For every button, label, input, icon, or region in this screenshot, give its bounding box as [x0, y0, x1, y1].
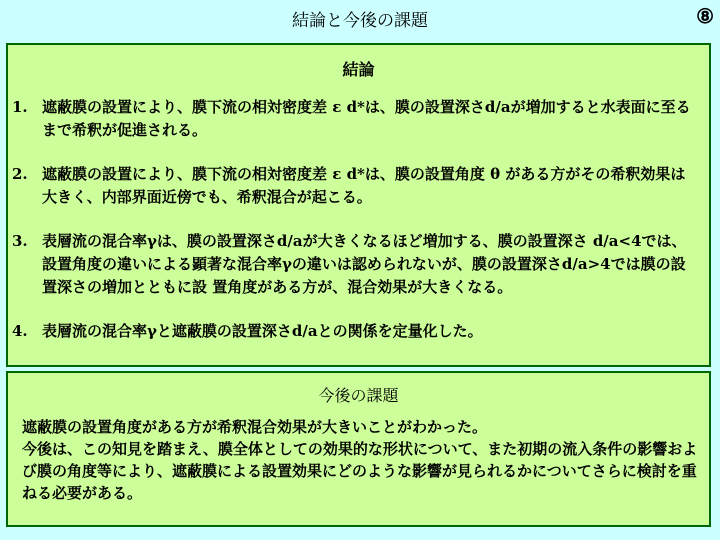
- slide-number: ⑧: [696, 4, 714, 28]
- slide-title: 結論と今後の課題: [292, 11, 428, 31]
- conclusion-text: 表層流の混合率γと遮蔽膜の設置深さd/aとの関係を定量化した。: [42, 322, 483, 340]
- conclusions-panel: [6, 43, 711, 367]
- future-work-heading: 今後の課題: [318, 386, 399, 405]
- conclusion-number: 2.: [12, 165, 28, 183]
- conclusion-number: 1.: [12, 98, 28, 116]
- future-work-paragraph: 遮蔽膜の設置角度がある方が希釈混合効果が大きいことがわかった。: [22, 418, 488, 436]
- conclusion-text: 遮蔽膜の設置により、膜下流の相対密度差 ε d*は、膜の設置角度 θ がある方がその希釈効果は大きく、内部界面近傍でも、希釈混合が起こる。: [42, 165, 686, 206]
- conclusion-item: [8, 230, 709, 299]
- conclusion-number: 3.: [12, 232, 28, 250]
- conclusion-number: 4.: [12, 322, 28, 340]
- conclusion-text: 表層流の混合率γは、膜の設置深さd/aが大きくなるほど増加する、膜の設置深さ d/a<4では、設置角度の違いによる顕著な混合率γの違いは認められないが、膜の設置深さd/a>4では膜の設置深さの増加とともに設 置角度がある方が、混合効果が大きくなる。: [42, 232, 687, 296]
- conclusion-text: 遮蔽膜の設置により、膜下流の相対密度差 ε d*は、膜の設置深さd/aが増加すると水表面に至るまで希釈が促進される。: [42, 98, 691, 139]
- future-work-paragraph: 今後は、この知見を踏まえ、膜全体としての効果的な形状について、また初期の流入条件の影響および膜の角度等により、遮蔽膜による設置効果にどのような影響が見られるかについてさらに検討を重ねる必要がある。: [22, 440, 698, 502]
- conclusion-item: [8, 320, 709, 343]
- conclusion-item: [8, 163, 709, 209]
- conclusion-item: [8, 96, 709, 142]
- conclusions-heading: 結論: [342, 60, 375, 79]
- future-work-panel: [6, 371, 711, 527]
